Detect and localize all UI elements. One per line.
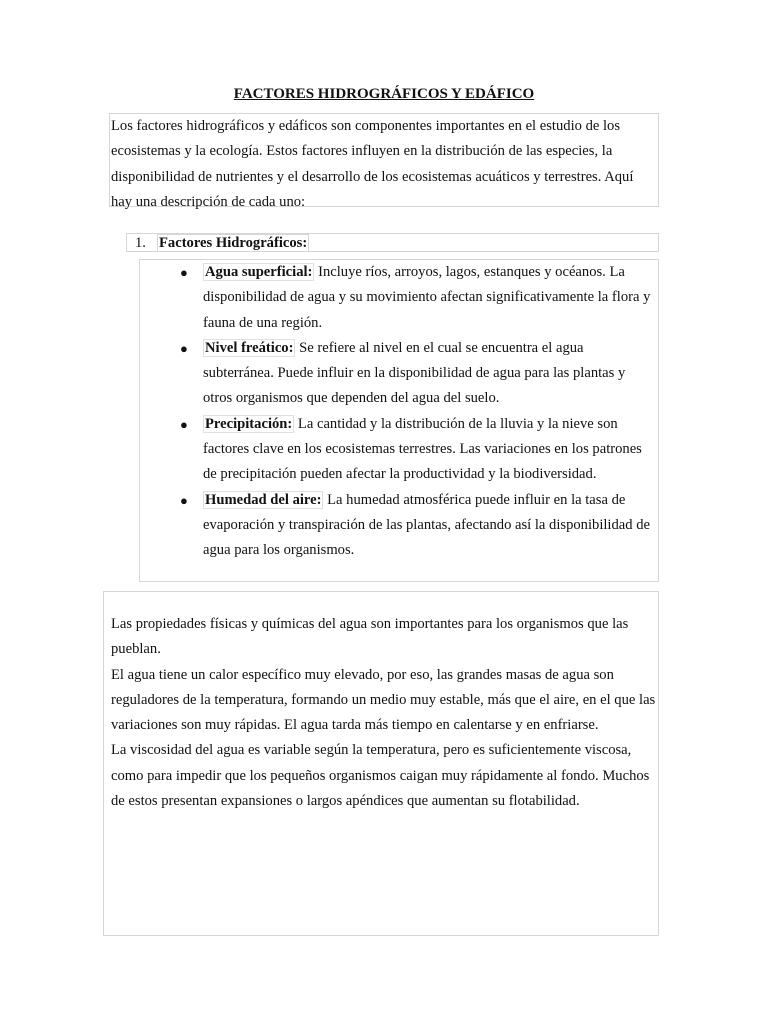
- water-properties-box: [103, 591, 659, 936]
- item-term: Precipitación:: [205, 415, 293, 432]
- intro-paragraph: Los factores hidrográficos y edáficos son componentes importantes en el estudio de los ecosistemas y la ecología. Estos factores influyen en la distribución de las especies, la disponibilidad de nutrientes y el desarrollo de los ecosistemas acuáticos y terrestres. Aquí hay una descripción de cada uno:: [109, 113, 659, 207]
- properties-paragraph: Las propiedades físicas y químicas del agua son importantes para los organismos que las pueblan.: [111, 616, 629, 658]
- item-text: La humedad atmosférica puede influir en la tasa de evaporación y transpiración de las plantas, afectando así la disponibilidad de agua para los organismos.: [203, 491, 650, 559]
- item-text: Incluye ríos, arroyos, lagos, estanques y océanos. La disponibilidad de agua y su movimiento afectan significativamente la flora y fauna de una región.: [203, 264, 651, 331]
- bullet-icon: ●: [180, 492, 188, 508]
- item-text: La cantidad y la distribución de la lluvia y la nieve son factores clave en los ecosistemas terrestres. Las variaciones en los patrones de precipitación pueden afectar la productividad y la biodiversidad.: [203, 415, 642, 483]
- section-heading-text: Factores Hidrográficos:: [159, 235, 308, 251]
- bullet-icon: ●: [180, 265, 188, 280]
- bullet-icon: ●: [180, 416, 188, 432]
- list-item: [140, 336, 658, 412]
- item-term: Agua superficial:: [205, 264, 313, 280]
- list-item: [140, 412, 658, 488]
- item-term: Humedad del aire:: [205, 491, 322, 508]
- section-heading: [126, 233, 659, 252]
- item-term: Nivel freático:: [205, 339, 294, 356]
- bullet-list-box: [139, 259, 659, 582]
- bullet-list: [140, 260, 658, 564]
- properties-paragraph: El agua tiene un calor específico muy elevado, por eso, las grandes masas de agua son reguladores de la temperatura, formando un medio muy estable, más que el aire, en el que las variaciones son muy rápidas. El agua tarda más tiempo en calentarse y en enfriarse.: [111, 666, 656, 734]
- bullet-icon: ●: [180, 340, 188, 356]
- list-item: [140, 260, 658, 336]
- item-text: Se refiere al nivel en el cual se encuentra el agua subterránea. Puede influir en la disponibilidad de agua para las plantas y otros organismos que dependen del agua del suelo.: [203, 339, 626, 407]
- properties-paragraph: La viscosidad del agua es variable según la temperatura, pero es suficientemente viscosa, como para impedir que los pequeños organismos caigan muy rápidamente al fondo. Muchos de estos presentan expansiones o largos apéndices que aumentan su flotabilidad.: [111, 742, 650, 810]
- section-number: 1.: [135, 235, 146, 251]
- list-item: [140, 488, 658, 564]
- page-title: FACTORES HIDROGRÁFICOS Y EDÁFICO: [233, 86, 535, 102]
